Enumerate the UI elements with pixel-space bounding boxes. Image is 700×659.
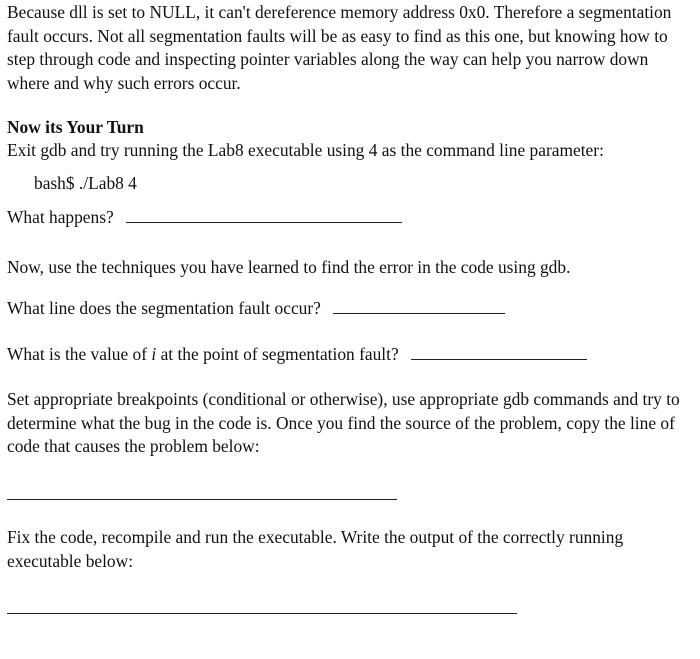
instruction-find-error: Now, use the techniques you have learned to find the error in the code using gdb. [7, 257, 571, 277]
instruction-breakpoints: Set appropriate breakpoints (conditional or otherwise), use appropriate gdb commands and try to determine what the bug in the code is. Once you find the source of the problem, copy the line of code that causes the problem below: [7, 389, 680, 456]
question-line-row [7, 297, 693, 321]
answer-blank-line[interactable] [333, 297, 505, 314]
question-value-row [7, 343, 693, 367]
command-line-example: bash$ ./Lab8 4 [34, 173, 137, 193]
question-what-happens-row [7, 206, 693, 230]
question-what-happens: What happens? [7, 207, 114, 227]
instruction-fix: Fix the code, recompile and run the executable. Write the output of the correctly running executable below: [7, 527, 624, 571]
answer-line-output[interactable] [7, 613, 517, 614]
answer-blank-what-happens[interactable] [126, 206, 402, 223]
intro-paragraph: Because dll is set to NULL, it can't dereference memory address 0x0. Therefore a segmentation fault occurs. Not all segmentation faults will be as easy to find as this one, but knowing how to step through code and inspecting pointer variables along the way can help you narrow down where and why such errors occur. [7, 2, 672, 93]
question-line: What line does the segmentation fault occur? [7, 298, 321, 318]
instruction-exit-gdb: Exit gdb and try running the Lab8 executable using 4 as the command line parameter: [7, 140, 604, 160]
answer-line-buggy-code[interactable] [7, 499, 397, 500]
question-value-prefix: What is the value of [7, 344, 152, 364]
variable-i: i [151, 344, 157, 364]
section-heading: Now its Your Turn [7, 117, 144, 137]
question-value-suffix: at the point of segmentation fault? [156, 344, 399, 364]
answer-blank-value[interactable] [411, 343, 587, 360]
